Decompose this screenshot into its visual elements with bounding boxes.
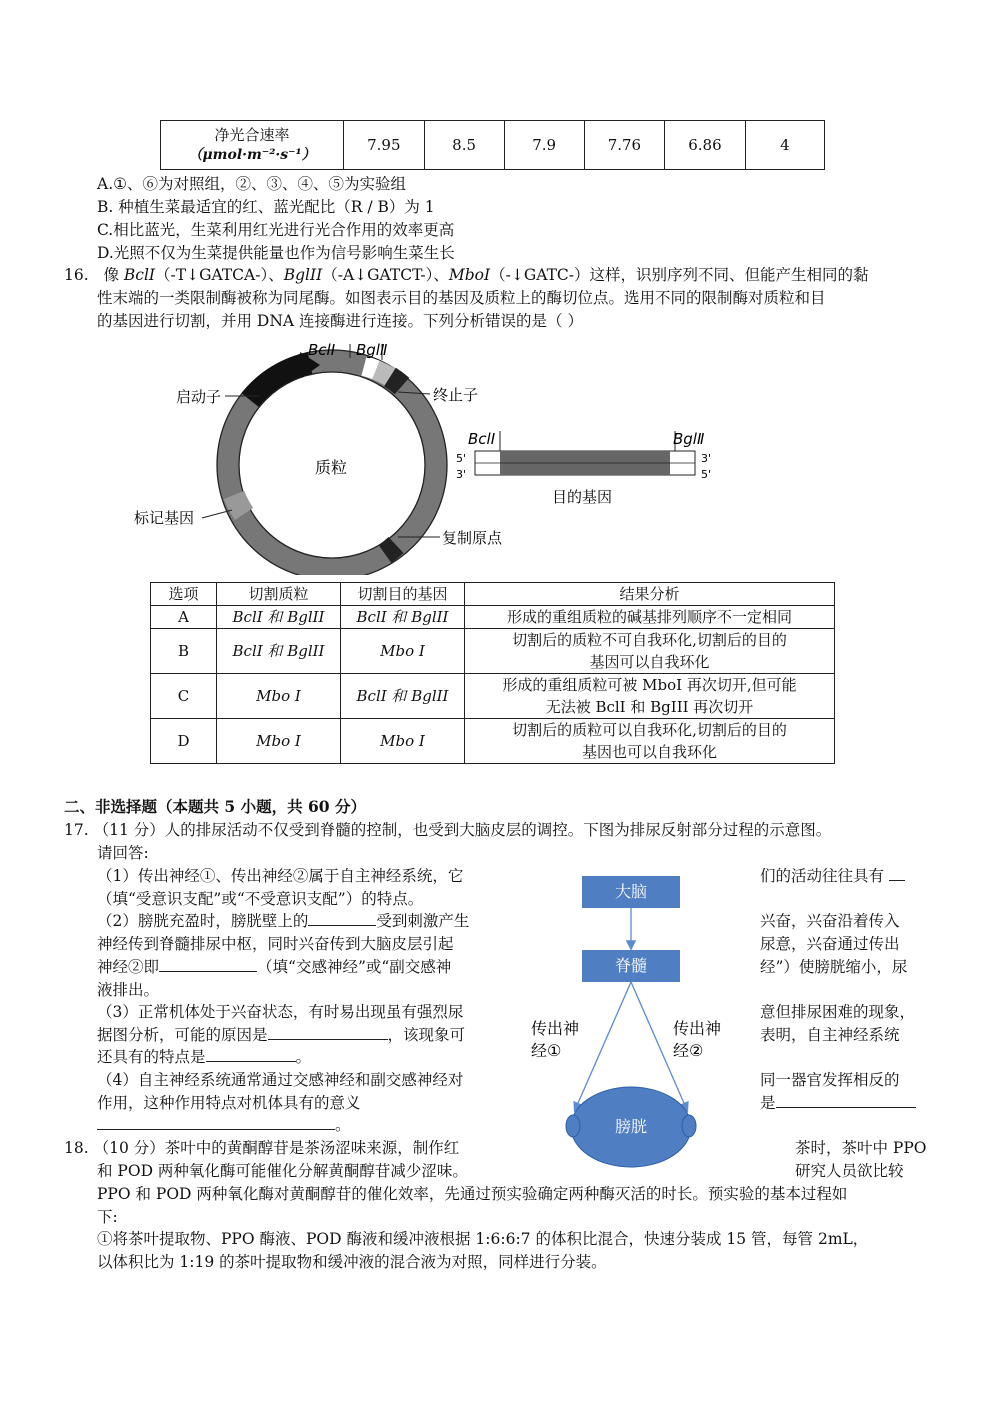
answer-blank[interactable] (776, 1093, 916, 1108)
promoter-segment (250, 363, 310, 400)
q17-left-line: 神经传到脊髓排尿中枢，同时兴奋传到大脑皮层引起 (97, 935, 454, 953)
bladder-right-node (682, 1115, 696, 1137)
q18-line: 18. （10 分）茶叶中的黄酮醇苷是茶汤涩味来源，制作红 (64, 1139, 460, 1157)
enzyme-options-table (150, 582, 835, 764)
q16-text: 像 (103, 266, 124, 284)
answer-blank[interactable] (97, 1115, 335, 1130)
q17-left-line (97, 1023, 465, 1045)
result-cell (465, 674, 835, 719)
nerve2-label-b: 经② (673, 1041, 704, 1060)
table-header: 切割质粒 (217, 583, 341, 606)
q17-text: 神经②即 (97, 958, 160, 976)
result-line: 基因也可以自我环化 (581, 743, 717, 761)
option-cell: C (151, 674, 217, 719)
q17-right-line: 意但排尿困难的现象， (760, 1003, 916, 1021)
gene-enzyme-cell: BclI 和 BglII (341, 606, 465, 629)
q17-right-line: 兴奋，兴奋沿着传入 (760, 912, 900, 930)
table-header: 切割目的基因 (341, 583, 465, 606)
q17-text: 据图分析，可能的原因是 (97, 1026, 268, 1044)
nerve2-label-a: 传出神 (673, 1019, 722, 1038)
table-header: 选项 (151, 583, 217, 606)
table-row (151, 629, 835, 674)
q16-line3: 的基因进行切割，并用 DNA 连接酶进行连接。下列分析错误的是（ ） (97, 312, 583, 330)
q17-text: ，该现象可 (387, 1026, 466, 1044)
answer-blank[interactable] (268, 1025, 388, 1040)
q17-right-text: 们的活动往往具有 (760, 867, 885, 885)
result-line: 切割后的质粒不可自我环化,切割后的目的 (512, 631, 787, 649)
q15-option-c: C.相比蓝光，生菜利用红光进行光合作用的效率更高 (97, 221, 455, 239)
q17-right-line: 表明，自主神经系统 (760, 1026, 900, 1044)
q17-left-line (97, 1113, 351, 1135)
q16-line1 (64, 263, 869, 285)
gene-5prime-right: 5' (701, 468, 712, 481)
plasmid-enzyme-cell: BclI 和 BglII (217, 606, 341, 629)
plasmid-enzyme-cell: BclI 和 BglII (217, 629, 341, 674)
q17-left-line: 作用，这种作用特点对机体具有的意义 (97, 1094, 361, 1112)
q17-left-line (97, 909, 469, 931)
plasmid-enzyme-cell: Mbo I (217, 719, 341, 764)
rate-header-unit: （μmol·m⁻²·s⁻¹） (188, 147, 316, 163)
mbo-enzyme: MboI (448, 266, 491, 284)
micturition-reflex-diagram (525, 870, 755, 1170)
gene-enzyme-cell: Mbo I (341, 719, 465, 764)
q15-option-d: D.光照不仅为生菜提供能量也作为信号影响生菜生长 (97, 244, 455, 262)
bcl-site (364, 366, 376, 370)
result-cell (465, 629, 835, 674)
rate-value-cell: 7.76 (584, 121, 665, 170)
q17-left-line (97, 1045, 311, 1067)
nerve1-label-a: 传出神 (531, 1019, 580, 1038)
q17-left-line (97, 955, 451, 977)
q17-right-line (760, 864, 905, 886)
answer-blank[interactable] (206, 1047, 296, 1062)
gene-5prime-left: 5' (456, 452, 467, 465)
bcl-enzyme: BclI (123, 266, 156, 284)
bladder-label: 膀胱 (614, 1117, 648, 1136)
photosynthesis-rate-table (160, 120, 825, 170)
q18-line: 和 POD 两种氧化酶可能催化分解黄酮醇苷减少涩味。 (97, 1162, 468, 1180)
table-row (151, 719, 835, 764)
origin-segment (385, 545, 396, 554)
q17-intro-2: 请回答: (97, 844, 149, 862)
table-header-row (151, 583, 835, 606)
marker-label: 标记基因 (134, 509, 195, 527)
q18-right-line: 研究人员欲比较 (795, 1162, 904, 1180)
q17-text: （填“交感神经”或“副交感神 (257, 958, 452, 976)
result-cell (465, 606, 835, 629)
promoter-label: 启动子 (176, 388, 222, 406)
gene-3prime-right: 3' (701, 452, 712, 465)
q16-number: 16. (64, 266, 89, 284)
gene-3prime-left: 3' (456, 468, 467, 481)
q17-intro: 17. （11 分）人的排尿活动不仅受到脊髓的控制，也受到大脑皮层的调控。下图为排尿反射部分过程的示意图。 (64, 821, 832, 839)
q18-right-line: 茶时，茶叶中 PPO (795, 1139, 927, 1157)
q17-text: 。 (335, 1116, 351, 1134)
q16-line2: 性末端的一类限制酶被称为同尾酶。如图表示目的基因及质粒上的酶切位点。选用不同的限制酶对质粒和目 (97, 289, 826, 307)
plasmid-enzyme-cell: Mbo I (217, 674, 341, 719)
table-row (151, 606, 835, 629)
table-header: 结果分析 (465, 583, 835, 606)
q18-line: 下: (97, 1208, 118, 1226)
answer-blank[interactable] (308, 911, 376, 926)
bgl-site (376, 370, 390, 377)
option-cell: D (151, 719, 217, 764)
plasmid-center-label: 质粒 (315, 458, 348, 477)
q17-text: 还具有的特点是 (97, 1048, 206, 1066)
terminator-label: 终止子 (433, 386, 479, 404)
rate-value-cell: 7.95 (344, 121, 425, 170)
q16-text: （-T↓GATCA-）、 (155, 266, 284, 284)
q17-right-text: 是 (760, 1094, 776, 1112)
section-heading: 二、非选择题（本题共 5 小题，共 60 分） (64, 797, 366, 816)
answer-blank[interactable] (159, 957, 257, 972)
q18-line: PPO 和 POD 两种氧化酶对黄酮醇苷的催化效率，先通过预实验确定两种酶灭活的时长。预实验的基本过程如 (97, 1185, 848, 1203)
q18-line: ①将茶叶提取物、PPO 酶液、POD 酶液和缓冲液根据 1:6:6:7 的体积比混合，快速分装成 15 管，每管 2mL， (97, 1230, 869, 1248)
rate-value-cell: 6.86 (665, 121, 746, 170)
q17-right-line (760, 1091, 916, 1113)
q15-option-b: B. 种植生菜最适宜的红、蓝光配比（R / B）为 1 (97, 198, 435, 216)
marker-segment (234, 495, 244, 514)
rate-header-line1: 净光合速率 (214, 126, 290, 144)
origin-label: 复制原点 (442, 529, 503, 547)
q17-left-line: 液排出。 (97, 981, 160, 999)
q17-right-line: 尿意，兴奋通过传出 (760, 935, 900, 953)
q18-line: 以体积比为 1:19 的茶叶提取物和缓冲液的混合液为对照，同样进行分装。 (97, 1253, 607, 1271)
result-line: 无法被 BclI 和 BgIII 再次切开 (545, 698, 754, 716)
q17-left-line: （1）传出神经①、传出神经②属于自主神经系统，它 (97, 867, 464, 885)
q17-text: 。 (295, 1048, 312, 1066)
rate-header-cell (161, 121, 344, 170)
result-line: 形成的重组质粒的碱基排列顺序不一定相同 (506, 608, 792, 626)
result-line: 基因可以自我环化 (589, 653, 710, 671)
bgl-enzyme: BglII (283, 266, 323, 284)
plasmid-diagram (120, 330, 740, 575)
q17-right-line: 同一器官发挥相反的 (760, 1071, 900, 1089)
bladder-left-node (566, 1115, 580, 1137)
rate-value-cell: 4 (745, 121, 824, 170)
table-row (151, 674, 835, 719)
q17-right-line: 经”）使膀胱缩小，尿 (760, 958, 908, 976)
q17-left-line: （4）自主神经系统通常通过交感神经和副交感神经对 (97, 1071, 464, 1089)
result-cell (465, 719, 835, 764)
q17-text: 受到刺激产生 (376, 912, 470, 930)
gene-bgl-label: BglⅡ (673, 430, 705, 448)
rate-value-cell: 8.5 (424, 121, 504, 170)
plasmid-bcl-label: BclⅠ (308, 341, 336, 359)
q16-text: （-A↓GATCT-）、 (322, 266, 449, 284)
q17-left-line: （3）正常机体处于兴奋状态，有时易出现虽有强烈尿 (97, 1003, 464, 1021)
q17-text: （2）膀胱充盈时，膀胱壁上的 (97, 912, 309, 930)
gene-enzyme-cell: Mbo I (341, 629, 465, 674)
gene-bcl-label: BclⅠ (468, 430, 496, 448)
result-line: 形成的重组质粒可被 MboI 再次切开,但可能 (502, 676, 797, 694)
rate-value-cell: 7.9 (504, 121, 584, 170)
answer-blank[interactable] (889, 866, 905, 881)
q15-option-a: A.①、⑥为对照组，②、③、④、⑤为实验组 (97, 175, 407, 193)
result-line: 切割后的质粒可以自我环化,切割后的目的 (512, 721, 787, 739)
plasmid-bgl-label: BglⅡ (356, 341, 388, 359)
q17-left-line: （填“受意识支配”或“不受意识支配”）的特点。 (97, 890, 424, 908)
table-row (161, 121, 825, 170)
nerve1-label-b: 经① (531, 1041, 562, 1060)
spinal-label: 脊髓 (614, 956, 648, 975)
gene-enzyme-cell: BclI 和 BglII (341, 674, 465, 719)
q16-text: （-↓GATC-）这样，识别序列不同、但能产生相同的黏 (490, 266, 869, 284)
option-cell: B (151, 629, 217, 674)
terminator-segment (390, 377, 402, 386)
brain-label: 大脑 (614, 882, 648, 901)
target-gene-label: 目的基因 (552, 488, 613, 506)
option-cell: A (151, 606, 217, 629)
